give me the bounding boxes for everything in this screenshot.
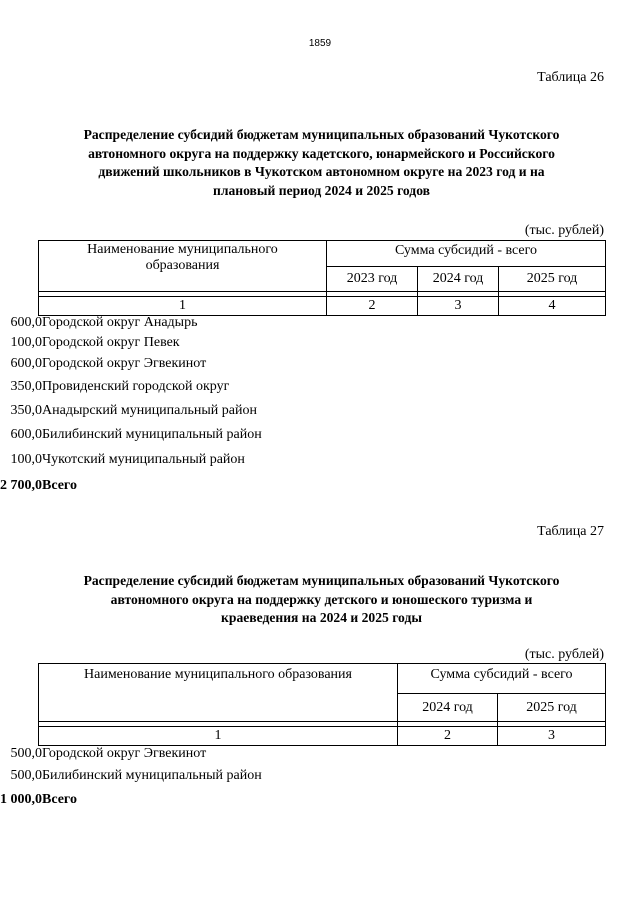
row-value: 500,0 [10, 746, 42, 761]
row-value: 100,0 [10, 452, 42, 467]
row-name: Билибинский муниципальный район [42, 427, 262, 442]
total-label: Всего [42, 792, 77, 807]
row-value: 600,0 [10, 315, 42, 330]
table26-col-number: 2 [327, 297, 418, 316]
table26-title [40, 126, 603, 200]
row-name: Городской округ Анадырь [42, 315, 198, 330]
table26-title-line: Распределение субсидий бюджетам муниципальных образований Чукотского [83, 127, 560, 142]
table27-col-number: 1 [39, 727, 398, 746]
table26-year-header: 2023 год [327, 267, 418, 292]
table26-name-col-header: Наименование муниципального образования [39, 241, 327, 292]
row-value: 600,0 [10, 356, 42, 371]
table27-col-number: 3 [498, 727, 606, 746]
row-value: 350,0 [10, 379, 42, 394]
table26-year-header: 2024 год [418, 267, 499, 292]
table27-col-number: 2 [398, 727, 498, 746]
table26-year-header: 2025 год [499, 267, 606, 292]
row-name: Провиденский городской округ [42, 379, 230, 394]
table27-name-col-header: Наименование муниципального образования [39, 664, 398, 722]
table26-title-line: плановый период 2024 и 2025 годов [213, 182, 430, 198]
page-number: 1859 [308, 38, 332, 49]
table27-label: Таблица 27 [537, 524, 604, 539]
table27-header [38, 663, 606, 746]
row-name: Городской округ Певек [42, 335, 180, 350]
table26-title-line: движений школьников в Чукотском автономном округе на 2023 год и на [98, 164, 545, 179]
row-value: 500,0 [10, 768, 42, 783]
row-value: 600,0 [10, 427, 42, 442]
table27-title-line: краеведения на 2024 и 2025 годы [221, 610, 422, 625]
total-label: Всего [42, 478, 77, 493]
row-value: 350,0 [10, 403, 42, 418]
row-name: Чукотский муниципальный район [42, 452, 245, 467]
total-value: 1 000,0 [0, 792, 42, 807]
table27-year-header: 2024 год [398, 694, 498, 722]
table27-units: (тыс. рублей) [524, 647, 604, 662]
table27-title [40, 572, 603, 628]
table27-title-line: Распределение субсидий бюджетам муниципальных образований Чукотского [83, 573, 560, 588]
row-name: Билибинский муниципальный район [42, 768, 262, 783]
row-name: Городской округ Эгвекинот [42, 746, 207, 761]
table26-col-number: 1 [39, 297, 327, 316]
table26-sum-col-header: Сумма субсидий - всего [327, 241, 606, 267]
table26-col-number: 3 [418, 297, 499, 316]
row-value: 100,0 [10, 335, 42, 350]
row-name: Анадырский муниципальный район [42, 403, 257, 418]
table26-label: Таблица 26 [537, 70, 604, 85]
table27-year-header: 2025 год [498, 694, 606, 722]
table26-title-line: автономного округа на поддержку кадетского, юнармейского и Российского [88, 145, 555, 161]
table26-units: (тыс. рублей) [524, 223, 604, 238]
table27-sum-col-header: Сумма субсидий - всего [398, 664, 606, 694]
table26-header [38, 240, 606, 316]
row-name: Городской округ Эгвекинот [42, 356, 207, 371]
total-value: 2 700,0 [0, 478, 42, 493]
table27-title-line: автономного округа на поддержку детского и юношеского туризма и [110, 591, 533, 607]
table26-col-number: 4 [499, 297, 606, 316]
